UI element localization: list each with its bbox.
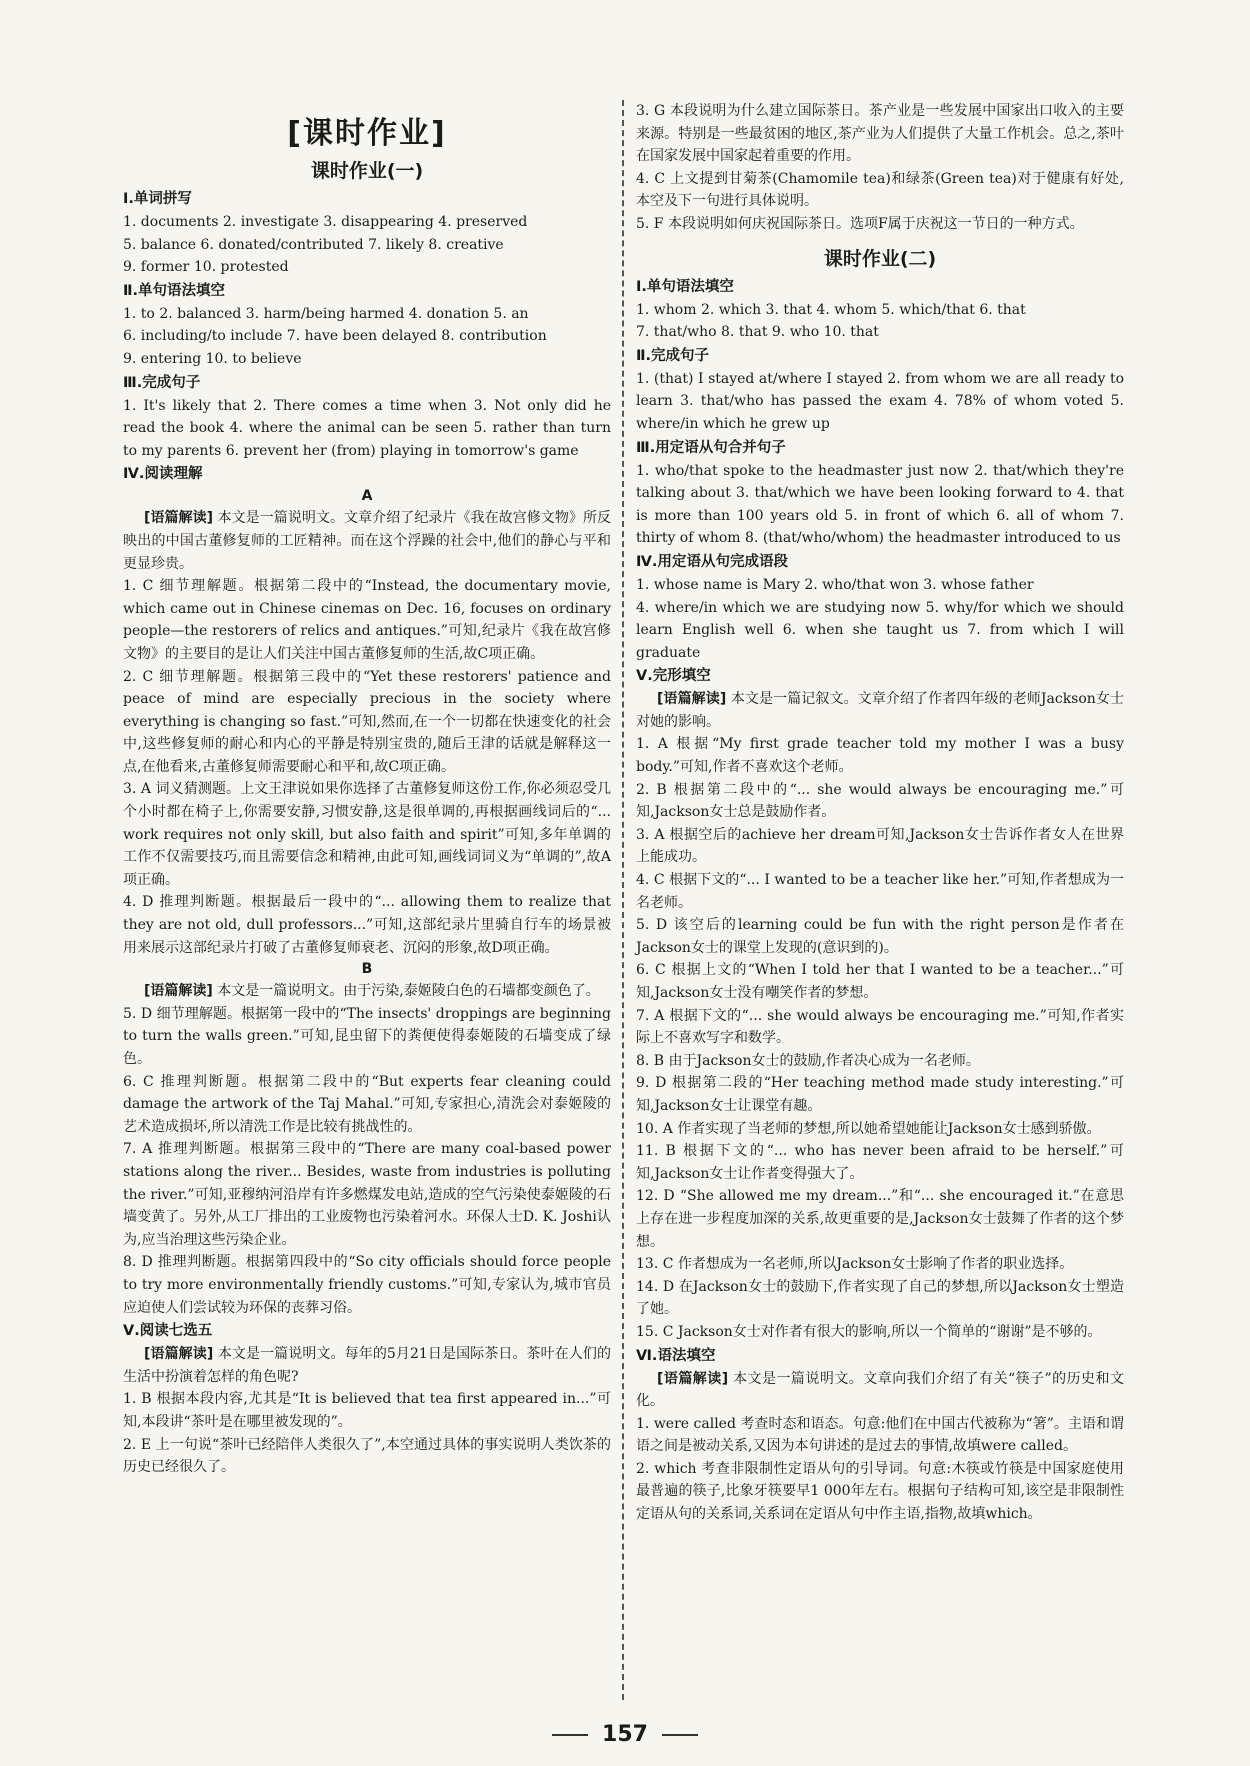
answer-line: 11. B 根据下文的“... who has never been afraid to be herself.”可知,Jackson女士让作者变得强大了。 [636, 1143, 1124, 1182]
answer-line: 2. E 上一句说“茶叶已经陪伴人类很久了”,本空通过具体的事实说明人类饮茶的历史已经很久了。 [123, 1436, 611, 1476]
answer-line: 5. F 本段说明如何庆祝国际茶日。选项F属于庆祝这一节日的一种方式。 [636, 215, 1084, 232]
answer-line: 1. to 2. balanced 3. harm/being harmed 4. donation 5. an [123, 305, 529, 322]
left-body [123, 189, 611, 1479]
answer-line: 2. B 根据第二段中的“... she would always be encouraging me.”可知,Jackson女士总是鼓励作者。 [636, 781, 1124, 821]
answer-line: 6. C 根据上文的“When I told her that I wanted to be a teacher...”可知,Jackson女士没有嘲笑作者的梦想。 [636, 962, 1124, 1001]
right-column [636, 100, 1124, 1526]
answer-line: 1. (that) I stayed at/where I stayed 2. from whom we are all ready to learn 3. that/who has passed the exam 4. 78% of whom voted 5. where/in which he grew up [636, 370, 1124, 432]
answer-line: 9. former 10. protested [123, 259, 289, 276]
page-title: [课时作业] [287, 116, 447, 151]
answer-line: 3. A 词义猜测题。上文王津说如果你选择了古董修复师这份工作,你必须忍受几个小时都在椅子上,你需要安静,习惯安静,这是很单调的,再根据画线词后的“... work requires not only skill, but also faith and spirit”可知,多年单调的工作不仅需要技巧,而且需要信念和精神,由此可知,画线词词义为“单调的”,故A项正确。 [123, 781, 611, 888]
answer-line: 7. A 根据下文的“... she would always be encouraging me.”可知,作者实际上不喜欢写字和数学。 [636, 1007, 1124, 1047]
footer-dash-right [662, 1734, 698, 1736]
summary-text: 本文是一篇说明文。每年的5月21日是国际茶日。茶叶在人们的生活中扮演着怎样的角色呢? [123, 1346, 611, 1385]
summary-tag: [语篇解读] [144, 983, 213, 1000]
answer-line: 8. D 推理判断题。根据第四段中的“So city officials should force people to try more environmentally friendly customs.”可知,专家认为,城市官员应迫使人们尝试较为环保的丧葬习俗。 [123, 1254, 611, 1316]
passage-summary [123, 507, 611, 575]
answer-line: 6. C 推理判断题。根据第二段中的“But experts fear cleaning could damage the artwork of the Taj Mahal.”可知,专家担心,清洗会对泰姬陵的艺术造成损坏,所以清洗工作是比较有挑战性的。 [123, 1073, 611, 1135]
answer-line: 9. D 根据第二段的“Her teaching method made study interesting.”可知,Jackson女士让课堂有趣。 [636, 1075, 1124, 1114]
summary-tag: [语篇解读] [657, 691, 727, 708]
lesson1-title: 课时作业(一) [310, 160, 424, 182]
passage-summary [123, 980, 611, 1003]
answer-line: 1. B 根据本段内容,尤其是“It is believed that tea first appeared in...”可知,本段讲“茶叶是在哪里被发现的”。 [123, 1391, 611, 1430]
answer-line: 3. A 根据空后的achieve her dream可知,Jackson女士告诉作者女人在世界上能成功。 [636, 826, 1124, 866]
summary-text: 本文是一篇说明文。由于污染,泰姬陵白色的石墙都变颜色了。 [217, 983, 600, 1000]
column-divider [622, 100, 624, 1700]
answer-line: 2. which 考查非限制性定语从句的引导词。句意:木筷或竹筷是中国家庭使用最普遍的筷子,比象牙筷要早1 000年左右。根据句子结构可知,该空是非限制性定语从句的关系词,关系词在定语从句中作主语,指物,故填which。 [636, 1460, 1124, 1523]
section-heading: Ⅴ.阅读七选五 [123, 1323, 213, 1340]
answer-line: 7. A 推理判断题。根据第三段中的“There are many coal-based power stations along the river... Besides, waste from industries is polluting the river.”可知,亚穆纳河沿岸有许多燃煤发电站,造成的空气污染使泰姬陵的石墙变黄了。另外,从工厂排出的工业废物也污染着河水。环保人士D. K. Joshi认为,应当治理这些污染企业。 [123, 1141, 611, 1248]
answer-line: 4. C 上文提到甘菊茶(Chamomile tea)和绿茶(Green tea)对于健康有好处,本空及下一句进行具体说明。 [636, 170, 1124, 210]
section-heading: Ⅲ.用定语从句合并句子 [636, 439, 786, 456]
answer-line: 1. whose name is Mary 2. who/that won 3. whose father [636, 576, 1034, 593]
section-heading: Ⅲ.完成句子 [123, 374, 201, 391]
summary-text: 本文是一篇说明文。文章介绍了纪录片《我在故宫修文物》所反映出的中国古董修复师的工匠精神。而在这个浮躁的社会中,他们的静心与平和更显珍贵。 [123, 510, 612, 572]
answer-line: 8. B 由于Jackson女士的鼓励,作者决心成为一名老师。 [636, 1052, 980, 1069]
section-heading: Ⅵ.语法填空 [636, 1347, 716, 1364]
answer-line: 15. C Jackson女士对作者有很大的影响,所以一个简单的“谢谢”是不够的。 [636, 1323, 1102, 1340]
answer-line: 1. It's likely that 2. There comes a time when 3. Not only did he read the book 4. where the animal can be seen 5. rather than turn to my parents 6. prevent her (from) playing in tomorrow's game [123, 397, 611, 459]
answer-line: 1. A 根据“My first grade teacher told my mother I was a busy body.”可知,作者不喜欢这个老师。 [636, 736, 1124, 776]
passage-label: A [361, 488, 373, 505]
answer-line: 1. who/that spoke to the headmaster just now 2. that/which they're talking about 3. that/which we have been looking forward to 4. that is more than 100 years old 5. in front of which 6. all of whom 7. thirty of whom 8. (that/who/whom) the headmaster introduced to us [636, 462, 1124, 547]
section-heading: Ⅰ.单句语法填空 [636, 278, 734, 295]
answer-line: 1. documents 2. investigate 3. disappearing 4. preserved [123, 214, 528, 230]
footer-dash-left [552, 1734, 588, 1736]
page-number-footer [0, 1722, 1250, 1747]
right-body [636, 100, 1124, 1526]
answer-line: 10. A 作者实现了当老师的梦想,所以她希望她能让Jackson女士感到骄傲。 [636, 1120, 1101, 1137]
answer-line: 2. C 细节理解题。根据第三段中的“Yet these restorers' patience and peace of mind are especially precious in the society where everything is changing so fast.”可知,然而,在一个一切都在快速变化的社会中,这些修复师的耐心和内心的平静是特别宝贵的,随后王津的话就是解释这一点,在他看来,古董修复师需要耐心和平和,故C项正确。 [123, 668, 611, 775]
passage-summary [636, 688, 1124, 733]
answer-line: 1. were called 考查时态和语态。句意:他们在中国古代被称为“箸”。主语和谓语之间是被动关系,又因为本句讲述的是过去的事情,故填were called。 [636, 1415, 1124, 1455]
section-heading: Ⅰ.单词拼写 [123, 191, 192, 207]
section-heading: Ⅴ.完形填空 [636, 668, 711, 685]
answer-line: 6. including/to include 7. have been delayed 8. contribution [123, 328, 547, 345]
summary-text: 本文是一篇说明文。文章向我们介绍了有关“筷子”的历史和文化。 [636, 1370, 1124, 1410]
answer-line: 1. C 细节理解题。根据第二段中的“Instead, the documentary movie, which came out in Chinese cinemas on Dec. 16, focuses on ordinary people—the restorers of relics and antiques.”可知,纪录片《我在故宫修文物》的主要目的是让人们关注中国古董修复师的生活,故C项正确。 [123, 578, 611, 662]
answer-line: 3. G 本段说明为什么建立国际茶日。茶产业是一些发展中国家出口收入的主要来源。特别是一些最贫困的地区,茶产业为人们提供了大量工作机会。总之,茶叶在国家发展中国家起着重要的作用。 [636, 103, 1124, 165]
answer-line: 4. C 根据下文的“... I wanted to be a teacher like her.”可知,作者想成为一名老师。 [636, 872, 1124, 911]
passage-label: B [361, 961, 373, 978]
answer-line: 4. D 推理判断题。根据最后一段中的“... allowing them to realize that they are not old, dull professors...”可知,这部纪录片里骑自行车的场景被用来展示这部纪录片打破了古董修复师衰老、沉闷的形象,故D项正确。 [123, 894, 611, 956]
summary-tag: [语篇解读] [144, 510, 214, 527]
page-number: 157 [602, 1722, 648, 1747]
section-heading: Ⅳ.用定语从句完成语段 [636, 553, 788, 570]
section-heading: Ⅱ.单句语法填空 [123, 282, 226, 299]
left-column [123, 100, 611, 1479]
lesson2-title: 课时作业(二) [823, 247, 937, 270]
answer-line: 5. D 该空后的learning could be fun with the right person是作者在Jackson女士的课堂上发现的(意识到的)。 [636, 917, 1124, 956]
answer-line: 13. C 作者想成为一名老师,所以Jackson女士影响了作者的职业选择。 [636, 1256, 1074, 1273]
answer-line: 12. D “She allowed me my dream...”和“... she encouraged it.”在意思上存在进一步程度加深的关系,故更重要的是,Jackson女士鼓舞了作者的这个梦想。 [636, 1188, 1124, 1250]
section-heading: Ⅳ.阅读理解 [123, 466, 203, 483]
passage-summary [123, 1343, 611, 1388]
answer-line: 5. D 细节理解题。根据第一段中的“The insects' droppings are beginning to turn the walls green.”可知,昆虫留下的粪便使得泰姬陵的石墙变成了绿色。 [123, 1005, 611, 1067]
answer-line: 4. where/in which we are studying now 5. why/for which we should learn English well 6. when she taught us 7. from which I will graduate [636, 599, 1124, 661]
answer-line: 14. D 在Jackson女士的鼓励下,作者实现了自己的梦想,所以Jackson女士塑造了她。 [636, 1278, 1124, 1318]
answer-line: 7. that/who 8. that 9. who 10. that [636, 324, 879, 341]
summary-tag: [语篇解读] [657, 1370, 729, 1387]
summary-tag: [语篇解读] [144, 1346, 214, 1363]
answer-line: 5. balance 6. donated/contributed 7. likely 8. creative [123, 236, 504, 253]
summary-text: 本文是一篇记叙文。文章介绍了作者四年级的老师Jackson女士对她的影响。 [636, 691, 1125, 730]
passage-summary [636, 1368, 1124, 1413]
section-heading: Ⅱ.完成句子 [636, 347, 710, 364]
answer-line: 1. whom 2. which 3. that 4. whom 5. which/that 6. that [636, 301, 1026, 318]
answer-line: 9. entering 10. to believe [123, 350, 302, 367]
